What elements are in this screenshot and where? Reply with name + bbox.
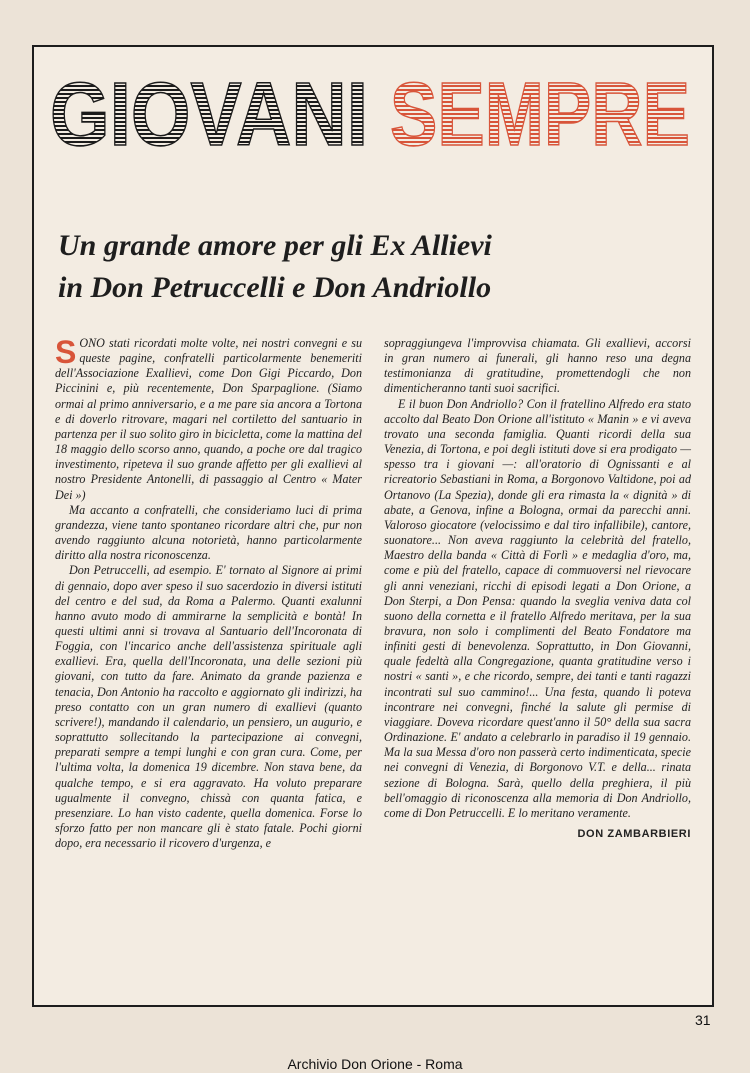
subtitle-line-1: Un grande amore per gli Ex Allievi	[58, 229, 492, 262]
masthead-word-sempre: SEMPRE	[390, 65, 690, 165]
masthead	[50, 65, 700, 165]
article-paragraph: Don Petruccelli, ad esempio. E' tornato al Signore ai primi di gennaio, dopo aver speso il suo sacerdozio in diversi istituti del centro e del sud, da Roma a Palermo. Quanti exalunni hanno avuto modo di ammirarne la semplicità e bontà! In questi ultimi anni si trovava al Santuario dell'Incoronata di Foggia, con l'incarico anche dell'assistenza spirituale agli exallievi. Era, quella dell'Incoronata, una delle sezioni più giovani, con tutto da fare. Animato da grande pazienza e tenacia, Don Antonio ha raccolto e aggiornato gli indirizzi, ha preso contatto con un gran numero di exallievi (quanto scrivere!), mandando il calendario, un pensiero, un augurio, e soprattutto sollecitando la partecipazione ai convegni, preparati sempre a tempi lunghi e con gran cura. Come, per l'ultima volta, la domenica 19 dicembre. Non stava bene, da qualche tempo, e si era aggravato. Ha voluto preparare ugualmente il convegno, chissà con quanta fatica, e presenziare. Lo han visto cadente, quella domenica. Forse lo sforzo fatto per non mancare gli è stato fatale. Pochi giorni dopo, era necessario il ricovero d'urgenza, e	[55, 563, 362, 851]
subtitle-line-2: in Don Petruccelli e Don Andriollo	[58, 271, 492, 304]
article-paragraph: Ma accanto a confratelli, che consideriamo luci di prima grandezza, viene tanto spontaneo ricordare altri che, pur non avendo raggiunto alcuna notorietà, hanno particolarmente diritto alla nostra riconoscenza.	[55, 502, 362, 563]
article-paragraph: sopraggiungeva l'improvvisa chiamata. Gli exallievi, accorsi in gran numero ai funerali, gli hanno reso una degna testimonianza di gratitudine, promettendogli che non dimenticheranno tanti suoi sacrifici.	[384, 336, 691, 396]
article-paragraph: SONO stati ricordati molte volte, nei nostri convegni e su queste pagine, confratelli particolarmente benemeriti dell'Associazione Exallievi, come Don Gigi Piccardo, Don Piccinini e, più recentemente, Don Sparpaglione. (Siamo ormai al primo anniversario, e a me pare sia ancora a Tortona e di doverlo ritrovare, magari nel cortiletto del santuario in partenza per il suo solito giro in bicicletta, come la mattina del 18 maggio dello scorso anno, quando, a poche ore dal tragico investimento, ripeteva il suo grande affetto per gli exallievi al nostro Presidente Antonelli, di passaggio al Centro « Mater Dei »)	[55, 334, 362, 502]
article-column-left	[55, 336, 362, 851]
author-signature: DON ZAMBARBIERI	[577, 828, 691, 840]
article-column-right	[384, 336, 691, 842]
page-number: 31	[695, 1012, 711, 1028]
masthead-word-giovani: GIOVANI	[50, 65, 368, 165]
article-subtitle	[58, 225, 698, 309]
article-paragraph: E il buon Don Andriollo? Con il fratellino Alfredo era stato accolto dal Beato Don Orione all'istituto « Manin » e vi aveva trovato una seconda famiglia. Quanti ricordi della sua Venezia, di Tortona, e poi degli istituti dove si era prodigato — spesso tra i giovani —: all'oratorio di Ognissanti e al ricreatorio Sebastiani in Roma, a Borgonovo Valtidone, poi ad Ortanovo (La Spezia), donde gli era rimasta la « dignità » di abate, a Genova, infine a Bologna, ormai da parecchi anni. Valoroso giocatore (velocissimo e dal tiro infallibile), cantore, suonatore... Non aveva raggiunto la celebrità del fratello, Maestro della banda « Città di Forlì » e medaglia d'oro, ma, come e più del fratello, capace di commuoversi nel rievocare gli anni veneziani, ricchi di episodi legati a Don Orione, a Don Sterpi, a Don Pensa: quando la sveglia veniva data col suono della cornetta e il fratello Alfredo meritava, per la sua bravura, non solo i complimenti del Beato Fondatore ma infiniti gesti di benevolenza. Soprattutto, in Don Giovanni, quale fedeltà alla Congregazione, quanta gratitudine verso i nostri « santi », e che ricordo, sempre, dei tanti e tanti ragazzi incontrati sul suo cammino!... Una festa, quando li poteva incontrare nei convegni, finché la salute gli permise di viaggiare. Doveva ricordare quest'anno il 50° della sua sacra Ordinazione. E' andato a celebrarlo in paradiso il 19 gennaio. Ma la sua Messa d'oro non passerà certo indimenticata, specie nei convegni di Venezia, di Borgonovo V.T. e della... rinata sezione di Bologna. Sarà, quello della preghiera, il più bell'omaggio di riconoscenza alla memoria di Don Andriollo, come di Don Petruccelli. E lo meritano veramente.	[384, 396, 691, 820]
archive-watermark: Archivio Don Orione - Roma	[287, 1056, 463, 1072]
drop-cap: S	[55, 334, 77, 370]
masthead-logo	[50, 65, 700, 165]
